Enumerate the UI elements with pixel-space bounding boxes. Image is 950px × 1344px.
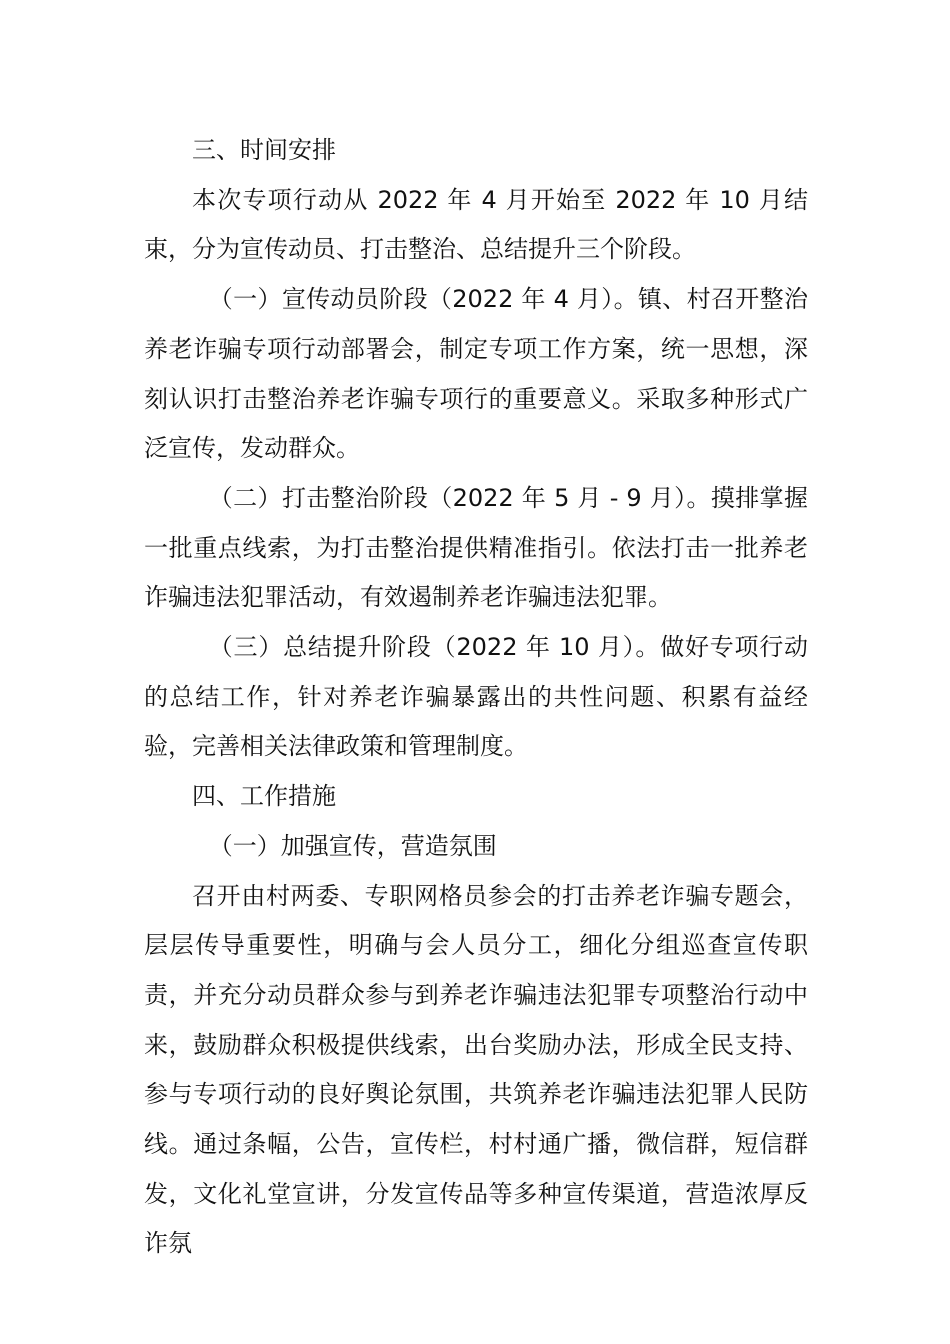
paragraph-phase-summary: （三）总结提升阶段（2022 年 10 月）。做好专项行动的总结工作，针对养老诈骗暴露出的共性问题、积累有益经验，完善相关法律政策和管理制度。 — [144, 633, 808, 761]
section-heading-schedule: 三、时间安排 — [192, 136, 336, 164]
paragraph-phase-crackdown: （二）打击整治阶段（2022 年 5 月 - 9 月）。摸排掌握一批重点线索，为打击整治提供精准指引。依法打击一批养老诈骗违法犯罪活动，有效遏制养老诈骗违法犯罪。 — [144, 483, 808, 612]
section-heading-measures: 四、工作措施 — [192, 782, 336, 811]
paragraph-publicity-measures: 召开由村两委、专职网格员参会的打击养老诈骗专题会，层层传导重要性，明确与会人员分工，细化分组巡查宣传职责，并充分动员群众参与到养老诈骗违法犯罪专项整治行动中来，鼓励群众积极提供线索，出台奖励办法，形成全民支持、参与专项行动的良好舆论氛围，共筑养老诈骗违法犯罪人民防线。通过条幅，公告，宣传栏，村村通广播，微信群，短信群发，文化礼堂宣讲，分发宣传品等多种宣传渠道，营造浓厚反诈氛 — [144, 881, 808, 1258]
subheading-strengthen-publicity: （一）加强宣传，营造氛围 — [208, 831, 497, 860]
document-body — [144, 126, 808, 1269]
paragraph-schedule-overview: 本次专项行动从 2022 年 4 月开始至 2022 年 10 月结束，分为宣传动员、打击整治、总结提升三个阶段。 — [144, 185, 808, 264]
paragraph-phase-publicity: （一）宣传动员阶段（2022 年 4 月）。镇、村召开整治养老诈骗专项行动部署会，制定专项工作方案，统一思想，深刻认识打击整治养老诈骗专项行的重要意义。采取多种形式广泛宣传，发动群众。 — [144, 285, 808, 463]
